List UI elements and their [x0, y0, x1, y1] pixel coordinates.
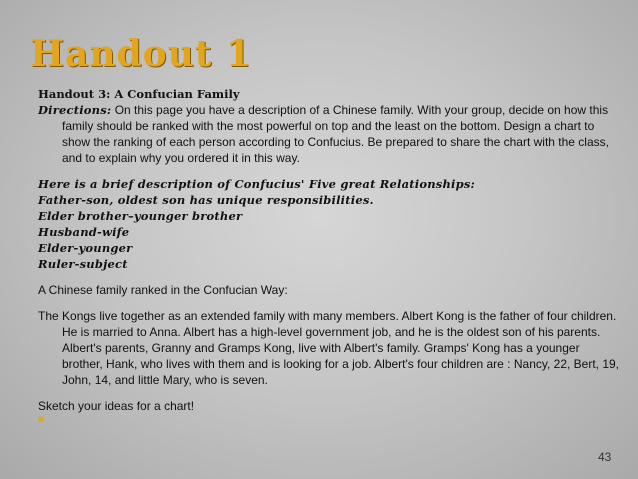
slide-title: Handout 1 [30, 33, 253, 75]
bullet-marker: ■ [38, 414, 45, 425]
page-number: 43 [598, 450, 612, 464]
handout-subtitle: Handout 3: A Confucian Family [38, 87, 240, 101]
relationship-item: Husband-wife [38, 225, 130, 239]
relationship-item: Father-son, oldest son has unique responsibilities. [38, 193, 374, 207]
sketch-prompt: Sketch your ideas for a chart! [38, 399, 195, 413]
handout-body [38, 86, 620, 426]
family-paragraph: The Kongs live together as an extended family with many members. Albert Kong is the father of four children. He is married to Anna. Albert has a high-level government job, and he is the oldest son of his parents. Albert's parents, Granny and Gramps Kong, live with Albert's family. Gramps' Kong has a younger brother, Hank, who lives with them and is looking for a job. Albert's four children are : Nancy, 22, Bert, 19, John, 14, and little Mary, who is seven. [38, 309, 620, 387]
relationship-item: Ruler-subject [38, 257, 128, 271]
directions-text: On this page you have a description of a Chinese family. With your group, decide on how this family should be ranked with the most powerful on top and the least on the bottom. Design a chart to show the ranking of each person according to Confucius. Be prepared to share the chart with the class, and to explain why you ordered it in this way. [62, 103, 609, 165]
ranked-heading: A Chinese family ranked in the Confucian Way: [38, 283, 288, 297]
relationship-item: Elder brother–younger brother [38, 209, 243, 223]
directions-paragraph [38, 102, 620, 166]
relationships-heading: Here is a brief description of Confucius' Five great Relationships: [38, 177, 475, 191]
directions-label: Directions: [38, 103, 112, 117]
relationship-item: Elder-younger [38, 241, 133, 255]
